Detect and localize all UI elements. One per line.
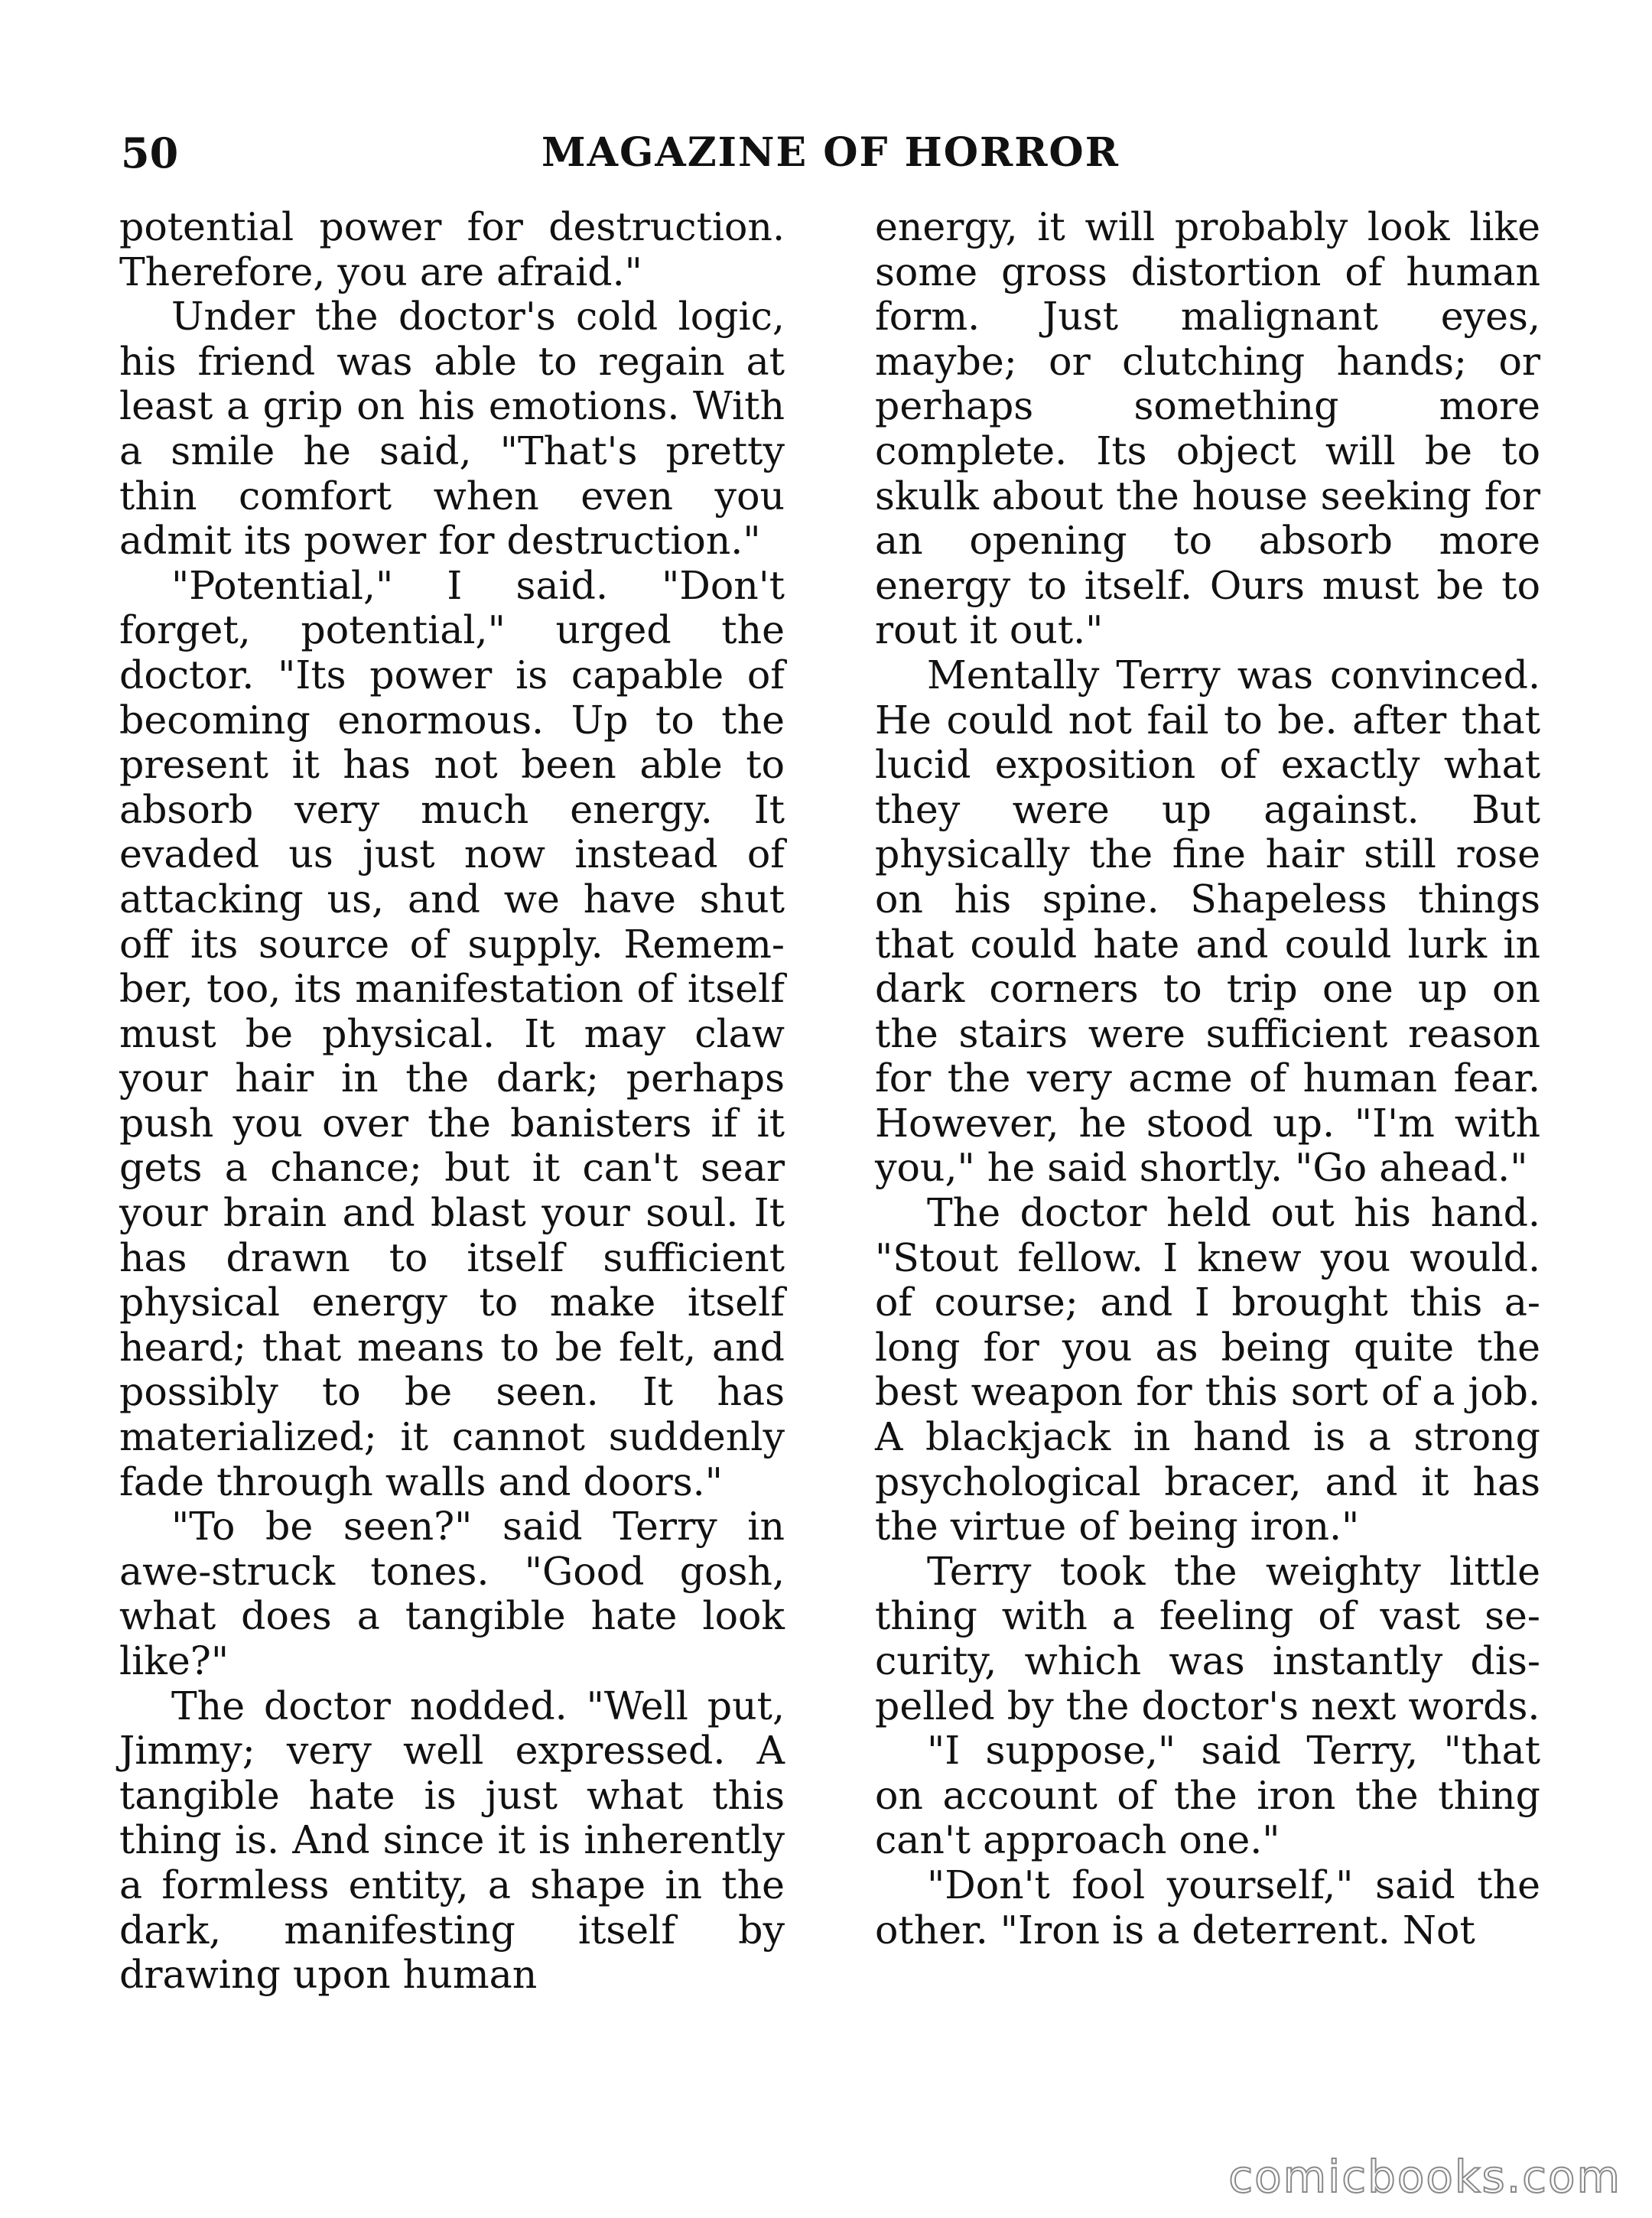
paragraph: "I suppose," said Terry, "that on account of the iron the thing can't approach one." <box>875 1728 1540 1863</box>
paragraph: "To be seen?" said Terry in awe-struck tones. "Good gosh, what does a tangible hate look like?" <box>119 1504 785 1683</box>
paragraph: potential power for destruction. Therefore, you are afraid." <box>119 204 785 294</box>
paragraph: The doctor held out his hand. "Stout fellow. I knew you would. of course; and I brought this along for you as being quite the best weapon for this sort of a job. A blackjack in hand is a strong psychological bracer, and it has the virtue of being iron." <box>875 1190 1540 1550</box>
page-header <box>121 122 1540 184</box>
paragraph: energy, it will probably look like some gross distortion of human form. Just malignant eyes, maybe; or clutching hands; or perhaps something more complete. Its object will be to skulk about the house seeking for an opening to absorb more energy to itself. Ours must be to rout it out." <box>875 204 1540 653</box>
page-number: 50 <box>121 128 179 177</box>
running-title: MAGAZINE OF HORROR <box>541 129 1120 176</box>
paragraph: Mentally Terry was convinced. He could not fail to be. after that lucid exposition of exactly what they were up against. But physically the fine hair still rose on his spine. Shapeless things that could hate and could lurk in dark corners to trip one up on the stairs were sufficient reason for the very acme of human fear. However, he stood up. "I'm with you," he said shortly. "Go ahead." <box>875 652 1540 1191</box>
paragraph: "Potential," I said. "Don't forget, potential," urged the doctor. "Its power is capable of becoming enormous. Up to the present it has not been able to absorb very much energy. It evaded us just now instead of attacking us, and we have shut off its source of supply. Remember, too, its manifestation of itself must be physical. It may claw your hair in the dark; perhaps push you over the banisters if it gets a chance; but it can't sear your brain and blast your soul. It has drawn to itself sufficient physical energy to make itself heard; that means to be felt, and possibly to be seen. It has materialized; it cannot suddenly fade through walls and doors." <box>119 562 785 1504</box>
paragraph: Under the doctor's cold logic, his friend was able to regain at least a grip on his emotions. With a smile he said, "That's pretty thin comfort when even you admit its power for destruction." <box>119 294 785 564</box>
site-watermark: comicbooks.com <box>1228 2151 1621 2203</box>
paragraph: Terry took the weighty little thing with a feeling of vast security, which was instantly dispelled by the doctor's next words. <box>875 1548 1540 1729</box>
text-column-right <box>875 205 1540 1953</box>
paragraph: "Don't fool yourself," said the other. "Iron is a deterrent. Not <box>875 1862 1540 1953</box>
text-column-left <box>119 205 785 1998</box>
paragraph: The doctor nodded. "Well put, Jimmy; very well expressed. A tangible hate is just what this thing is. And since it is inherently a formless entity, a shape in the dark, manifesting itself by drawing upon human <box>119 1683 785 1998</box>
